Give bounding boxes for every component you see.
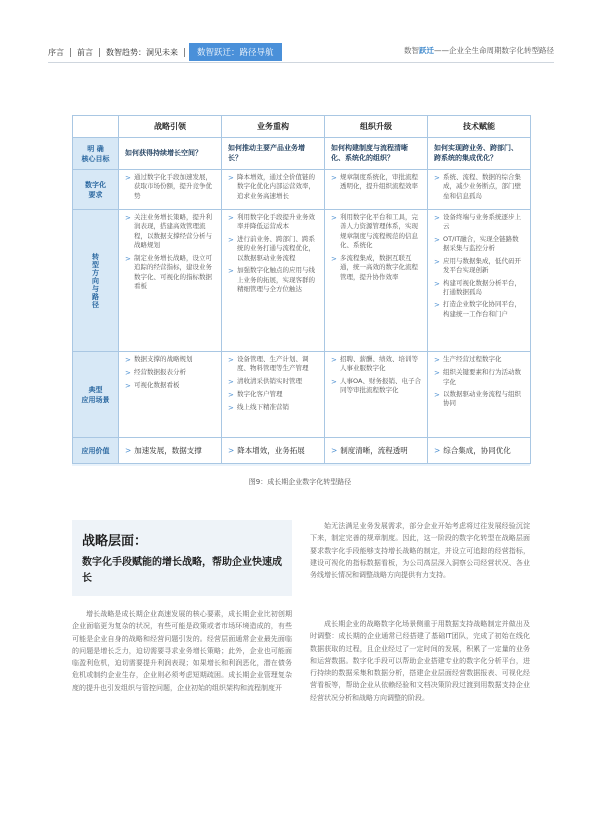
list-item-text: 多流程集成，数据互联互通，统一高效的数字化流程管理，提升协作效率 xyxy=(340,253,418,281)
list-item xyxy=(125,381,215,391)
scene-cell xyxy=(325,352,428,438)
list-item xyxy=(228,355,318,374)
chevron-right-icon: > xyxy=(125,356,131,364)
nav-separator xyxy=(70,48,71,57)
nav-separator xyxy=(99,48,100,57)
list-item xyxy=(434,257,524,276)
chevron-right-icon: > xyxy=(228,214,234,222)
chevron-right-icon: > xyxy=(228,235,234,244)
path-cell xyxy=(222,210,325,352)
value-cell xyxy=(428,438,531,464)
column-header: 技术赋能 xyxy=(428,116,531,138)
chevron-right-icon: > xyxy=(125,174,131,182)
section-title: 战略层面： xyxy=(82,534,148,549)
chevron-right-icon: > xyxy=(434,390,440,399)
list-item-text: 制定业务增长战略，设立可追踪的经营指标，建设业务数字化、可视化的指标数据看板 xyxy=(134,253,212,290)
list-item xyxy=(125,173,215,201)
list-item-text: 数字化客户管理 xyxy=(237,389,283,398)
nav-item-foreword[interactable]: 前言 xyxy=(77,47,93,57)
scene-cell xyxy=(428,352,531,438)
row-header-goal: 明 确 核心目标 xyxy=(73,138,119,170)
goal-cell: 如何构建制度与流程清晰化、系统化的组织？ xyxy=(325,138,428,170)
row-header-scene: 典型 应用场景 xyxy=(73,352,119,438)
chevron-right-icon: > xyxy=(331,214,337,222)
chevron-right-icon: > xyxy=(434,301,440,310)
list-item-text: 通过数字化手段加速发展，获取市场份额，提升竞争优势 xyxy=(134,173,212,200)
list-item xyxy=(434,279,524,298)
chevron-right-icon: > xyxy=(331,254,337,263)
chevron-right-icon: > xyxy=(228,174,234,182)
chevron-right-icon: > xyxy=(125,446,132,455)
list-item-text: 降本增效，通过全价值链的数字化优化内部运营效率，追求业务高速增长 xyxy=(237,173,315,200)
list-item-text: 关注业务增长策略，提升利润表现，搭建高效管理流程，以数据支撑经营分析与战略规划 xyxy=(134,213,212,250)
header-divider xyxy=(48,62,554,63)
path-table xyxy=(72,115,531,464)
chevron-right-icon: > xyxy=(331,174,337,182)
running-title-prefix: 数智 xyxy=(404,46,419,55)
path-cell xyxy=(325,210,428,352)
list-item-text: 人事OA、财务报销、电子合同等审批流程数字化 xyxy=(340,376,421,395)
list-item xyxy=(125,213,215,251)
chevron-right-icon: > xyxy=(434,446,441,455)
path-cell xyxy=(428,210,531,352)
list-item xyxy=(228,213,318,232)
list-item-text: 构建可视化数据分析平台，打通数据孤岛 xyxy=(443,278,521,296)
requirement-cell xyxy=(222,170,325,210)
list-item xyxy=(331,173,421,192)
list-item-text: 加强数字化触点的应用与线上业务的拓展，实现客群的精细管理与全方位触达 xyxy=(237,266,315,293)
paragraph-right-bottom: 成长期企业的战略数字化场景侧重于用数据支持战略制定并做出及时调整：成长期的企业通常已经搭建了基础IT团队，完成了初始在线化数据获取的过程，且企业经过了一定时间的发展，积累了一定量的业务和运营数据。数字化手段可以帮助企业搭建专业的数字化分析平台，进行持续的数据采集和数据分析，搭建企业层面经营数据报表、可视化经营看板等，帮助企业从依赖经验和文档决策阶段过渡到用数据支持企业经营状况分析和战略方向调整的阶段。 xyxy=(310,620,530,702)
list-item-text: 利用数字化手段提升业务效率并降低运营成本 xyxy=(237,213,315,231)
chevron-right-icon: > xyxy=(228,390,234,399)
chevron-right-icon: > xyxy=(125,382,131,391)
value-cell xyxy=(325,438,428,464)
row-header-path xyxy=(73,210,119,352)
list-item xyxy=(434,300,524,319)
list-item-text: 经营数据报表分析 xyxy=(134,368,186,377)
list-item xyxy=(434,173,524,201)
list-item xyxy=(228,173,318,201)
list-item xyxy=(125,254,215,292)
column-header: 组织升级 xyxy=(325,116,428,138)
list-item xyxy=(331,254,421,282)
list-item xyxy=(434,235,524,254)
goal-cell: 如何获得持续增长空间？ xyxy=(119,138,222,170)
paragraph-right-top: 始无法满足业务发展需求，部分企业开始考虑将过往发展经验沉淀下来，制定完善的规章制度。因此，这一阶段的数字化转型在战略层面要求数字化手段能够支持增长战略的制定，并设立可追踪的经营指标，建设可视化的指标数据看板，为公司高层深入洞察公司经营状况、各业务线增长情况和调整战略方向提供有力支持。 xyxy=(310,522,530,579)
chevron-right-icon: > xyxy=(434,369,440,378)
list-item-text: 系统、流程、数据的综合集成，减少业务断点，部门壁垒和信息孤岛 xyxy=(443,173,521,200)
list-item xyxy=(434,368,524,387)
column-header: 业务重构 xyxy=(222,116,325,138)
requirement-cell xyxy=(119,170,222,210)
list-item xyxy=(434,355,524,365)
list-item xyxy=(228,235,318,263)
nav-item-path-active[interactable]: 数智跃迁：路径导航 xyxy=(189,43,282,61)
list-item xyxy=(331,355,421,374)
list-item-text: 线上线下精准营销 xyxy=(237,403,289,412)
chevron-right-icon: > xyxy=(434,214,440,222)
list-item xyxy=(125,355,215,365)
list-item-text: 规章制度系统化，审批流程透明化，提升组织流程效率 xyxy=(340,173,418,191)
row-header-requirement: 数字化 要求 xyxy=(73,170,119,210)
page-header xyxy=(0,0,600,70)
list-item-text: 打造企业数字化协同平台，构建统一工作台和门户 xyxy=(443,300,521,318)
row-header-value: 应用价值 xyxy=(73,438,119,464)
list-item-text: 设备管理、生产计划、调度、物料管理等生产管理 xyxy=(237,355,309,373)
value-text: 降本增效，业务拓展 xyxy=(237,446,305,455)
list-item-text: 数据支撑的战略规划 xyxy=(134,355,193,363)
chevron-right-icon: > xyxy=(434,174,440,182)
chevron-right-icon: > xyxy=(434,279,440,288)
nav-item-preface[interactable]: 序言 xyxy=(48,47,64,57)
requirement-cell xyxy=(325,170,428,210)
list-item xyxy=(331,213,421,251)
value-text: 加速发展，数据支撑 xyxy=(134,446,202,455)
list-item-text: 清收清采供销实时管理 xyxy=(237,376,302,385)
row-header-path-label: 转型方向与路径 xyxy=(91,252,100,309)
chevron-right-icon: > xyxy=(125,254,131,263)
list-item-text: 生产经营过程数字化 xyxy=(443,355,502,363)
chevron-right-icon: > xyxy=(228,356,234,364)
chevron-right-icon: > xyxy=(228,404,234,413)
chevron-right-icon: > xyxy=(434,257,440,266)
value-text: 制度清晰，流程透明 xyxy=(340,446,408,455)
list-item xyxy=(434,390,524,409)
table-corner xyxy=(73,116,119,138)
scene-cell xyxy=(222,352,325,438)
list-item-text: OT/IT融合，实现全链路数据采集与监控分析 xyxy=(443,234,519,253)
list-item xyxy=(228,403,318,413)
list-item-text: 招聘、薪酬、绩效、培训等人事业服数字化 xyxy=(340,355,418,373)
paragraph-left: 增长战略是成长期企业高速发展的核心要素，成长期企业比初创期企业面临更为复杂的状况，有些可能是政策或者市场环境造成的，有些可能是企业自身的战略和经营问题引发的。经营层面通常企业最先面临的问题是增长乏力，迫切需要寻求业务增长策略；此外，企业也可能面临盈利危机，迫切需要提升利润表现；如果增长和利润恶化，潜在债务危机或制约企业生存，企业则必须考虑短期疏困。成长期企业管理复杂度的提升也引发组织与管控问题，企业初始的组织架构和流程制度开 xyxy=(72,610,292,692)
path-cell xyxy=(119,210,222,352)
transformation-path-table xyxy=(72,115,530,466)
list-item xyxy=(228,377,318,387)
header-running-title xyxy=(404,45,554,56)
list-item-text: 设备终端与业务系统逐步上云 xyxy=(443,213,521,231)
section-heading-box xyxy=(72,520,292,596)
list-item xyxy=(228,266,318,294)
goal-cell: 如何推动主要产品业务增长？ xyxy=(222,138,325,170)
list-item xyxy=(125,368,215,378)
figure-caption: 图9：成长期企业数字化转型路径 xyxy=(248,478,352,486)
value-cell xyxy=(119,438,222,464)
list-item-text: 以数据驱动业务流程与组织协同 xyxy=(443,389,521,408)
section-subtitle: 数字化手段赋能的增长战略，帮助企业快速成长 xyxy=(82,557,282,584)
list-item xyxy=(228,390,318,400)
scene-cell xyxy=(119,352,222,438)
value-text: 综合集成，协同优化 xyxy=(443,446,511,455)
chevron-right-icon: > xyxy=(125,369,131,378)
nav-item-trends[interactable]: 数智趋势：洞见未来 xyxy=(106,47,178,57)
list-item-text: 利用数字化平台和工具，完善人力资源管理体系，实现规章制度与流程规范的信息化、系统化 xyxy=(340,213,418,250)
chevron-right-icon: > xyxy=(228,267,234,276)
chevron-right-icon: > xyxy=(228,446,235,455)
list-item-text: 可视化数据看板 xyxy=(134,381,180,390)
nav-separator xyxy=(184,48,185,57)
chevron-right-icon: > xyxy=(228,377,234,386)
chevron-right-icon: > xyxy=(331,377,337,386)
chevron-right-icon: > xyxy=(434,235,440,244)
running-title-suffix: ——企业全生命周期数字化转型路径 xyxy=(434,46,554,55)
running-title-accent: 跃迁 xyxy=(419,46,434,55)
chevron-right-icon: > xyxy=(331,356,337,364)
list-item xyxy=(434,213,524,232)
value-cell xyxy=(222,438,325,464)
chevron-right-icon: > xyxy=(331,446,338,455)
column-header: 战略引领 xyxy=(119,116,222,138)
chevron-right-icon: > xyxy=(125,214,131,222)
header-nav xyxy=(48,43,282,61)
goal-cell: 如何实现跨业务、跨部门、跨系统的集成优化？ xyxy=(428,138,531,170)
requirement-cell xyxy=(428,170,531,210)
list-item xyxy=(331,377,421,396)
chevron-right-icon: > xyxy=(434,356,440,364)
list-item-text: 进行前业务、跨部门、跨系统的业务打通与流程优化，以数据驱动业务流程 xyxy=(237,234,315,262)
list-item-text: 组织关键要素和行为活动数字化 xyxy=(443,368,521,386)
list-item-text: 应用与数据集成，低代码开发平台实现创新 xyxy=(443,256,521,275)
